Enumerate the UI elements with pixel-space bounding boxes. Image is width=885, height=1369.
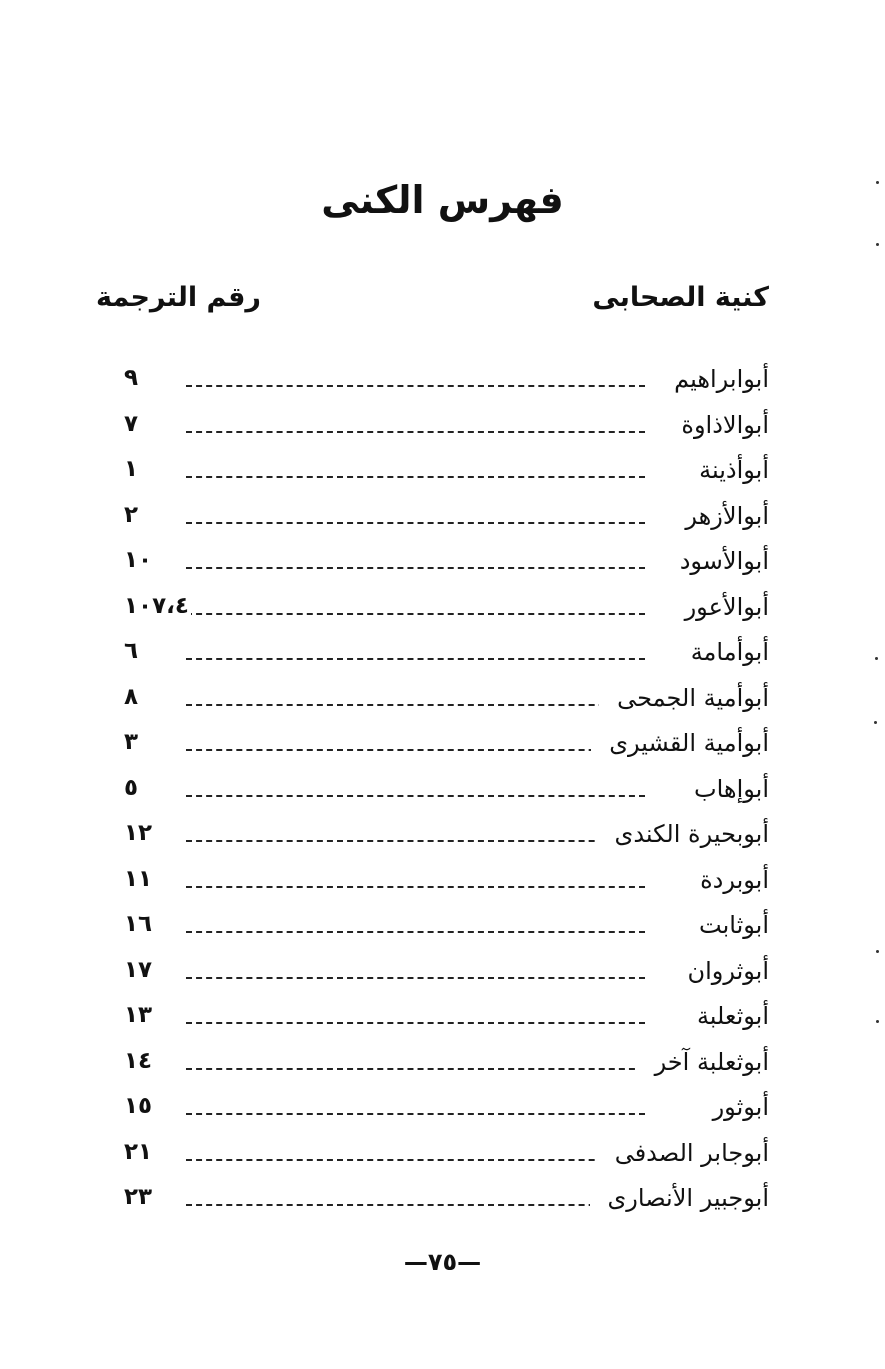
index-entry [0,1136,885,1182]
dotted-leader [186,567,645,569]
index-entry [0,544,885,590]
entry-number: ١٠٧،٤ [124,592,189,619]
entry-number: ١٥ [124,1093,153,1119]
entry-number: ٢٣ [124,1184,153,1210]
dotted-leader [186,1022,645,1024]
column-header-name: كنية الصحابى [592,282,769,313]
index-entry [0,453,885,499]
entry-name: أبوالاذاوة [663,411,769,439]
margin-speck [875,657,878,660]
entry-name: أبوأذينة [681,456,769,484]
dotted-leader [186,931,645,933]
entry-name: أبوأمامة [673,638,769,666]
entry-number: ١٤ [124,1047,153,1074]
entry-name: أبوبحيرة الكندى [597,820,769,848]
index-entry [0,863,885,909]
index-entry [0,954,885,1000]
dotted-leader [186,658,645,660]
dotted-leader [186,1113,645,1115]
index-entries-list [0,362,885,1227]
dotted-leader [186,1204,645,1206]
margin-speck [874,721,877,724]
entry-number: ١٠ [124,547,153,573]
index-entry [0,590,885,636]
index-entry [0,362,885,408]
entry-number: ٣ [124,729,139,755]
entry-name: أبوابراهيم [656,365,769,393]
entry-number: ٢ [124,501,139,528]
entry-name: أبوثابت [681,911,769,939]
entry-name: أبوالأسود [662,547,769,575]
dotted-leader [186,704,645,706]
index-entry [0,726,885,772]
index-entry [0,1181,885,1227]
entry-number: ١٢ [124,820,153,846]
dotted-leader [186,840,645,842]
entry-number: ٩ [124,365,139,391]
entry-name: أبوأمية الجمحى [599,684,769,712]
margin-speck [876,1020,879,1023]
entry-number: ١١ [124,865,153,892]
index-entry [0,817,885,863]
entry-number: ٦ [124,638,139,664]
entry-name: أبوأمية القشيرى [591,729,769,757]
entry-name: أبوجابر الصدفى [597,1139,769,1167]
dotted-leader [186,1159,645,1161]
dotted-leader [186,431,645,433]
index-entry [0,999,885,1045]
entry-name: أبوالأزهر [667,502,769,530]
entry-number: ١٦ [124,911,153,937]
index-entry [0,772,885,818]
entry-number: ١٧ [124,956,153,983]
entry-name: أبوالأعور [667,593,769,621]
entry-name: أبوبردة [682,866,769,894]
dotted-leader [186,886,645,888]
index-entry [0,635,885,681]
entry-name: أبوثور [695,1093,769,1121]
entry-number: ١٣ [124,1002,153,1028]
dotted-leader [186,613,645,615]
entry-name: أبوإهاب [676,775,769,803]
entry-name: أبوجبير الأنصارى [590,1184,769,1212]
index-entry [0,1090,885,1136]
index-entry [0,408,885,454]
page-number: —٧٥— [403,1248,482,1276]
dotted-leader [186,476,645,478]
dotted-leader [186,795,645,797]
dotted-leader [186,977,645,979]
page-title: فهرس الكنى [321,178,564,222]
margin-speck [876,950,879,953]
entry-number: ٧ [124,410,139,437]
column-header-number: رقم الترجمة [96,282,261,313]
entry-name: أبوثعلبة آخر [637,1048,769,1076]
dotted-leader [186,385,645,387]
entry-number: ٢١ [124,1138,153,1165]
index-entry [0,908,885,954]
dotted-leader [186,1068,645,1070]
margin-speck [876,181,879,184]
entry-number: ٥ [124,774,139,801]
entry-number: ٨ [124,683,139,710]
entry-name: أبوثعلبة [679,1002,769,1030]
dotted-leader [186,749,645,751]
entry-number: ١ [124,456,139,482]
dotted-leader [186,522,645,524]
index-entry [0,1045,885,1091]
margin-speck [876,243,879,246]
index-entry [0,499,885,545]
index-entry [0,681,885,727]
entry-name: أبوثروان [669,957,769,985]
